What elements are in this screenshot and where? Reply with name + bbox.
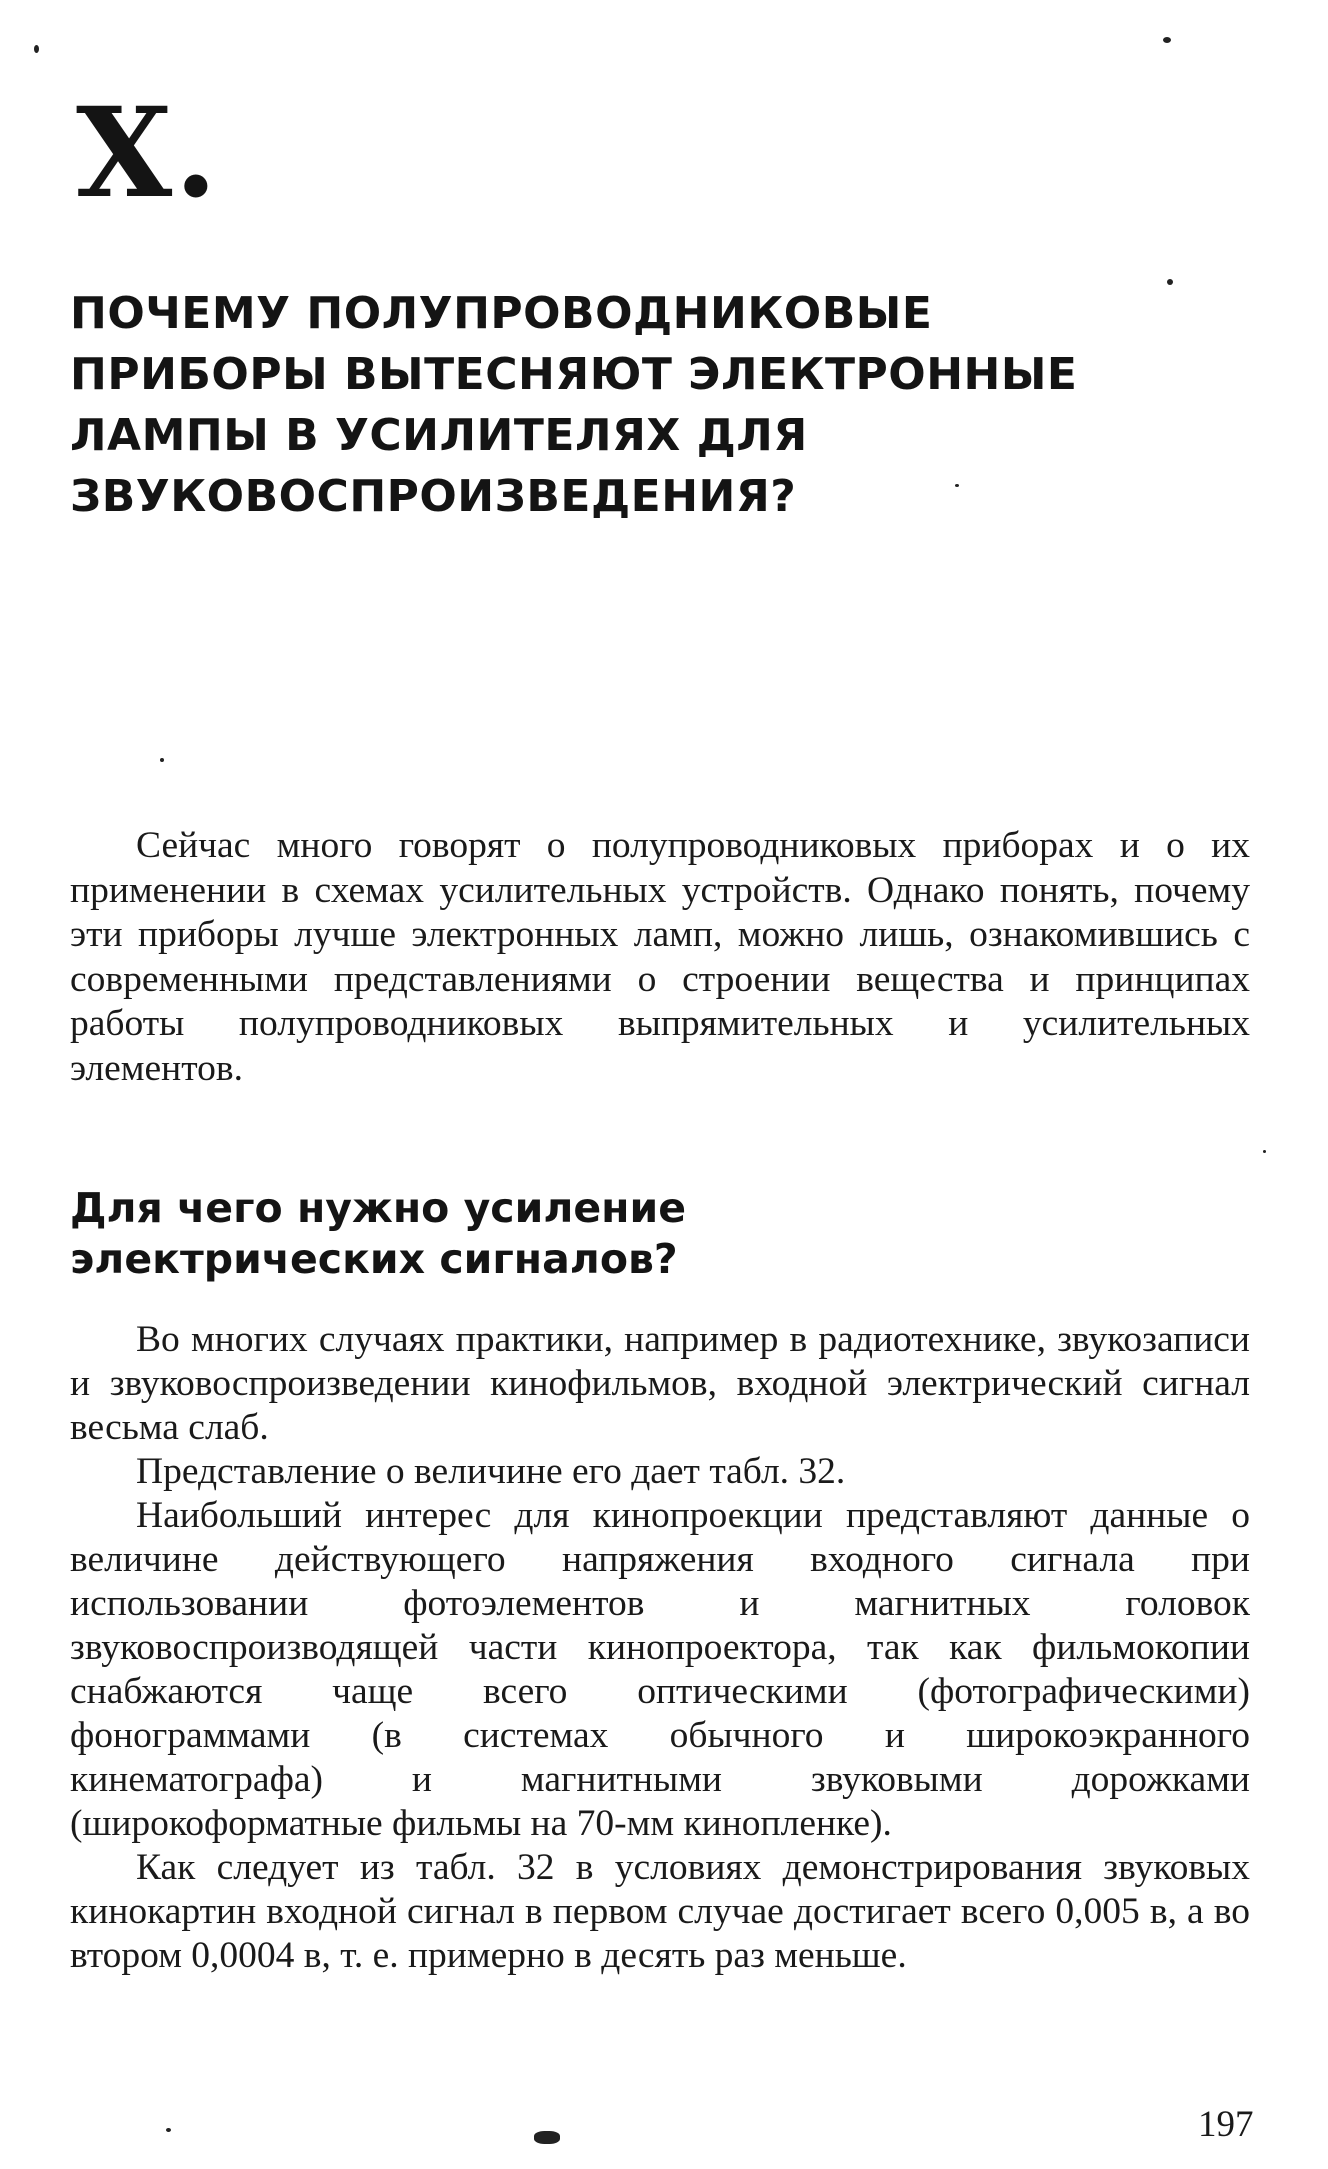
section-body <box>70 1318 1250 1978</box>
body-paragraph: Как следует из табл. 32 в условиях демонстрирования звуковых кинокартин входной сигнал в первом случае достигает всего 0,005 в, а во втором 0,0004 в, т. е. примерно в десять раз меньше. <box>70 1847 1250 1976</box>
chapter-title-line: ЗВУКОВОСПРОИЗВЕДЕНИЯ? <box>70 471 797 522</box>
scan-speck <box>534 2131 560 2144</box>
chapter-title <box>70 283 1170 527</box>
chapter-title-line: ПОЧЕМУ ПОЛУПРОВОДНИКОВЫЕ <box>70 288 933 339</box>
section-heading <box>70 1183 970 1285</box>
scan-speck <box>160 758 164 762</box>
intro-block <box>70 824 1250 1091</box>
section-heading-line: электрических сигналов? <box>70 1235 678 1283</box>
chapter-title-line: ЛАМПЫ В УСИЛИТЕЛЯХ ДЛЯ <box>70 410 808 461</box>
scan-speck <box>1163 37 1171 43</box>
scan-speck <box>1263 1150 1266 1153</box>
body-paragraph: Наибольший интерес для кинопроекции представляют данные о величине действующего напряжения входного сигнала при использовании фотоэлементов и магнитных головок звуковоспроизводящей части кинопроектора, так как фильмокопии снабжаются чаще всего оптическими (фотографическими) фонограммами (в системах обычного и широкоэкранного кинематографа) и магнитными звуковыми дорожками (широкоформатные фильмы на 70-мм кинопленке). <box>70 1495 1250 1844</box>
scan-speck <box>166 2128 171 2132</box>
scan-speck <box>955 484 959 487</box>
scan-speck <box>34 45 39 53</box>
scan-speck <box>1167 279 1173 285</box>
body-paragraph: Представление о величине его дает табл. 32. <box>136 1451 846 1492</box>
chapter-number: X. <box>76 81 220 226</box>
page-number: 197 <box>1198 2104 1254 2145</box>
section-heading-line: Для чего нужно усиление <box>70 1184 687 1232</box>
body-paragraph: Во многих случаях практики, например в радиотехнике, звукозаписи и звуковоспроизведении кинофильмов, входной электрический сигнал весьма слаб. <box>70 1319 1250 1448</box>
chapter-title-line: ПРИБОРЫ ВЫТЕСНЯЮТ ЭЛЕКТРОННЫЕ <box>70 349 1078 400</box>
intro-paragraph: Сейчас много говорят о полупроводниковых приборах и о их применении в схемах усилительных устройств. Однако понять, почему эти приборы лучше электронных ламп, можно лишь, ознакомившись с современными представлениями о строении вещества и принципах работы полупроводниковых выпрямительных и усилительных элементов. <box>70 825 1250 1089</box>
